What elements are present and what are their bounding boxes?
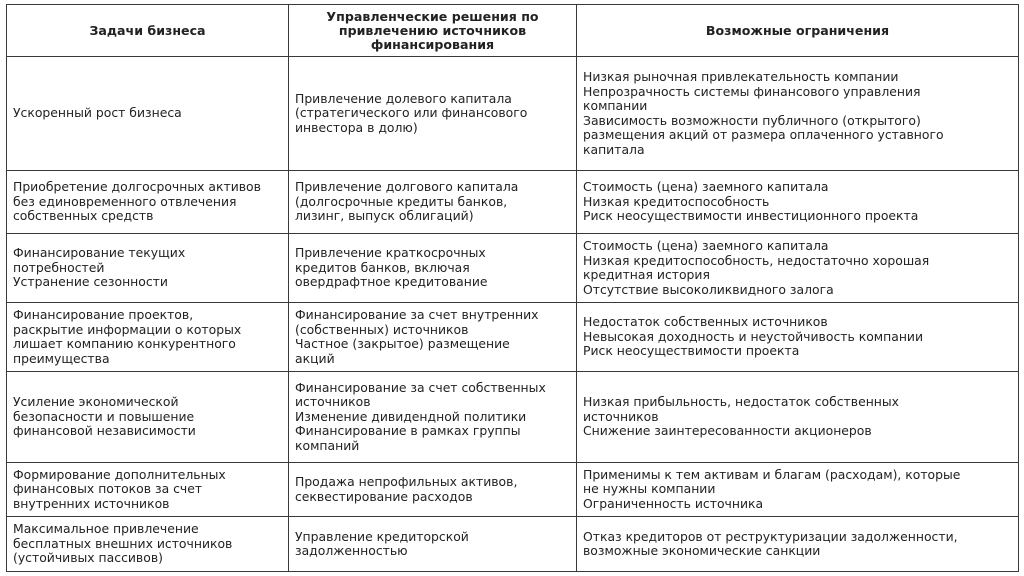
task-text: Ускоренный рост бизнеса — [13, 105, 182, 121]
limits-cell — [577, 171, 1019, 234]
task-cell — [7, 462, 289, 517]
decision-cell — [289, 233, 577, 303]
task-text: Финансирование проектов, раскрытие информации о которых лишает компанию конкурентного преимущества — [13, 307, 242, 366]
header-tasks: Задачи бизнеса — [7, 5, 289, 57]
decision-cell — [289, 171, 577, 234]
decision-text: Финансирование за счет собственных источников Изменение дивидендной политики Финансирование в рамках группы компаний — [295, 379, 546, 453]
decision-text: Привлечение краткосрочных кредитов банков, включая овердрафтное кредитование — [295, 245, 488, 290]
header-row — [7, 5, 1019, 57]
limits-text: Низкая прибыльность, недостаток собственных источников Снижение заинтересованности акционеров — [583, 394, 900, 439]
limits-cell — [577, 517, 1019, 572]
header-limits: Возможные ограничения — [577, 5, 1019, 57]
limits-text: Недостаток собственных источников Невысокая доходность и неустойчивость компании Риск неосуществимости проекта — [583, 314, 924, 359]
task-cell — [7, 171, 289, 234]
task-text: Формирование дополнительных финансовых потоков за счет внутренних источников — [13, 466, 226, 511]
decision-text: Привлечение долевого капитала (стратегического или финансового инвестора в долю) — [295, 90, 528, 135]
task-cell — [7, 517, 289, 572]
task-text: Усиление экономической безопасности и повышение финансовой независимости — [13, 394, 196, 439]
header-decisions: Управленческие решения по привлечению источников финансирования — [289, 5, 577, 57]
table-row — [7, 372, 1019, 463]
task-cell — [7, 303, 289, 372]
limits-text: Стоимость (цена) заемного капитала Низкая кредитоспособность Риск неосуществимости инвестиционного проекта — [583, 179, 919, 224]
limits-cell — [577, 303, 1019, 372]
table-row — [7, 303, 1019, 372]
table-row — [7, 57, 1019, 171]
table-row — [7, 517, 1019, 572]
task-text: Приобретение долгосрочных активов без единовременного отвлечения собственных средств — [13, 179, 261, 224]
task-text: Финансирование текущих потребностей Устранение сезонности — [13, 245, 186, 290]
table-row — [7, 233, 1019, 303]
decision-cell — [289, 57, 577, 171]
task-cell — [7, 233, 289, 303]
limits-cell — [577, 462, 1019, 517]
decision-text: Финансирование за счет внутренних (собственных) источников Частное (закрытое) размещение акций — [295, 307, 539, 366]
limits-cell — [577, 233, 1019, 303]
decision-text: Продажа непрофильных активов, секвестирование расходов — [295, 474, 518, 504]
financing-table — [6, 4, 1019, 572]
limits-text: Отказ кредиторов от реструктуризации задолженности, возможные экономические санкции — [583, 528, 958, 559]
limits-text: Низкая рыночная привлекательность компании Непрозрачность системы финансового управления компании Зависимость возможности публичного (открытого) размещения акций от размера оплаченного уставного капитала — [583, 69, 944, 157]
limits-cell — [577, 57, 1019, 171]
task-cell — [7, 372, 289, 463]
task-text: Максимальное привлечение бесплатных внешних источников (устойчивых пассивов) — [13, 521, 233, 566]
table-row — [7, 462, 1019, 517]
table-row — [7, 171, 1019, 234]
limits-text: Стоимость (цена) заемного капитала Низкая кредитоспособность, недостаточно хорошая кредитная история Отсутствие высоколиквидного залога — [583, 238, 930, 297]
decision-text: Привлечение долгового капитала (долгосрочные кредиты банков, лизинг, выпуск облигаций) — [295, 179, 519, 224]
decision-cell — [289, 303, 577, 372]
decision-cell — [289, 372, 577, 463]
decision-text: Управление кредиторской задолженностью — [295, 528, 469, 559]
limits-text: Применимы к тем активам и благам (расходам), которые не нужны компании Ограниченность источника — [583, 466, 961, 511]
decision-cell — [289, 517, 577, 572]
decision-cell — [289, 462, 577, 517]
limits-cell — [577, 372, 1019, 463]
task-cell — [7, 57, 289, 171]
